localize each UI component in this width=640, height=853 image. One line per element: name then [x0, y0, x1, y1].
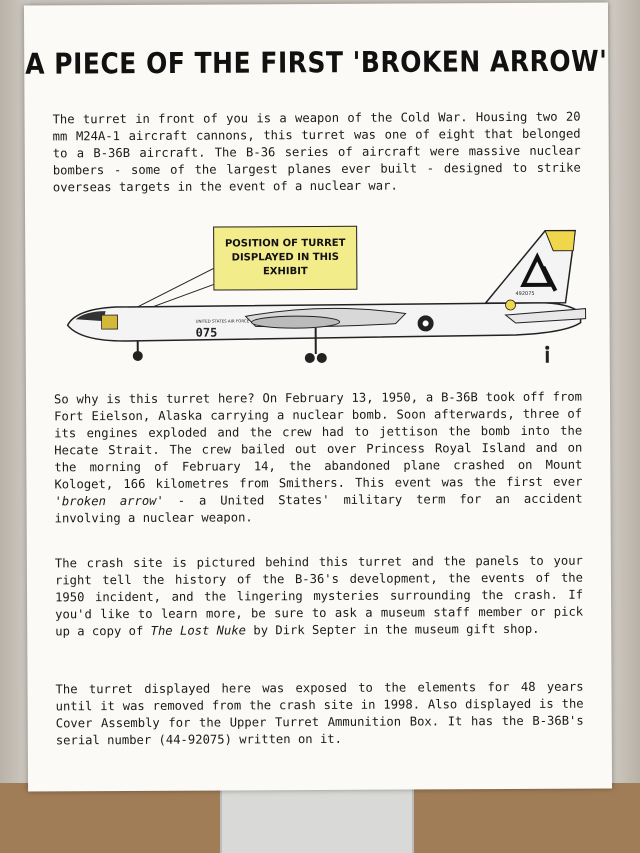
tail-number: 492075 [515, 290, 535, 297]
fuselage-number: 075 [195, 325, 218, 340]
turret-display-paragraph: The turret displayed here was exposed to the elements for 48 years until it was removed from the crash site in 1998. Also displayed is the Cover Assembly for the Upper Turret Ammunition Box. It has the B-36B's serial number (44-92075) written on it. [55, 679, 584, 748]
crash-site-paragraph: The crash site is pictured behind this turret and the panels to your right tell the history of the B-36's development, the events of the 1950 incident, and the lingering mysteries surrounding the crash. If you'd like to learn more, be sure to ask a museum staff member or pick up a copy of The Lost Nuke by Dirk Septer in the museum gift shop. [54, 553, 584, 639]
fuselage-text: UNITED STATES AIR FORCE [195, 318, 250, 324]
exhibit-sign [24, 2, 612, 791]
turret-position-callout: POSITION OF TURRET DISPLAYED IN THIS EXHIBIT [213, 226, 357, 291]
intro-paragraph: The turret in front of you is a weapon of the Cold War. Housing two 20 mm M24A-1 aircraft cannons, this turret was one of eight that belonged to a B-36B aircraft. The B-36 series of aircraft were massive nuclear bombers - some of the largest planes ever built - designed to strike overseas targets in the event of a nuclear war. [52, 109, 581, 195]
wall-right [610, 0, 640, 853]
history-paragraph: So why is this turret here? On February 13, 1950, a B-36B took off from Fort Eielson, Alaska carrying a nuclear bomb. Soon afterwards, three of its engines exploded and the crew had to jettison the bomb into the Hecate Strait. The crew bailed out over Princess Royal Island and on the morning of February 14, the abandoned plane crashed on Mount Kologet, 166 kilometres from Smithers. This event was the first ever 'broken arrow' - a United States' military term for an accident involving a nuclear weapon. [53, 389, 583, 526]
sign-title: A PIECE OF THE FIRST 'BROKEN ARROW' [25, 44, 608, 81]
b36-aircraft-illustration [45, 223, 596, 376]
